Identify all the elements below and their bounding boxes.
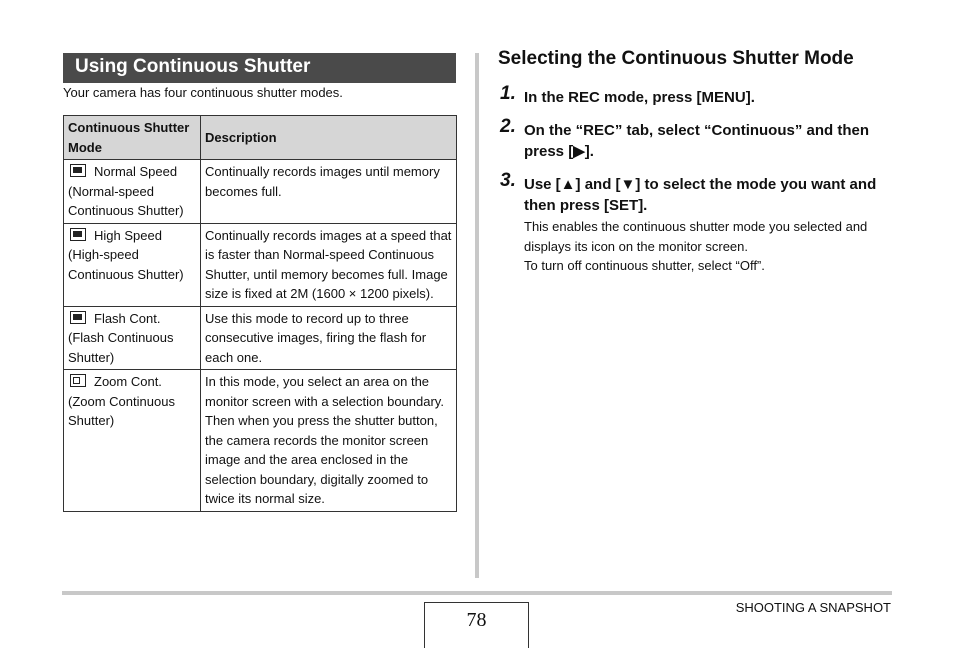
step-1: [500, 83, 894, 108]
high-speed-icon: [70, 228, 86, 241]
intro-text: Your camera has four continuous shutter modes.: [63, 85, 343, 100]
table-header-row: [64, 116, 457, 160]
mode-cell: [64, 370, 201, 512]
description-cell: Continually records images until memory becomes full.: [201, 160, 457, 224]
mode-cell: [64, 160, 201, 224]
modes-table: [63, 115, 457, 512]
mode-label: Flash Cont. (Flash Continuous Shutter): [68, 310, 174, 365]
mode-cell: [64, 306, 201, 370]
step-text: Use [▲] and [▼] to select the mode you want and then press [SET].: [524, 176, 877, 214]
step-text: In the REC mode, press [MENU].: [524, 89, 755, 106]
description-cell: Continually records images at a speed that is faster than Normal-speed Continuous Shutter, until memory becomes full. Image size is fixed at 2M (1600 × 1200 pixels).: [201, 223, 457, 306]
normal-speed-icon: [70, 164, 86, 177]
procedure-heading: Selecting the Continuous Shutter Mode: [498, 48, 854, 69]
step-number: 1.: [500, 83, 516, 104]
table-row: [64, 306, 457, 370]
table-row: [64, 160, 457, 224]
column-header-description: Description: [201, 116, 457, 160]
mode-label: High Speed (High-speed Continuous Shutter): [68, 227, 184, 282]
table-row: [64, 223, 457, 306]
step-3: [500, 170, 894, 216]
column-header-mode: Continuous Shutter Mode: [64, 116, 201, 160]
description-cell: Use this mode to record up to three consecutive images, firing the flash for each one.: [201, 306, 457, 370]
flash-cont-icon: [70, 311, 86, 324]
step-text: On the “REC” tab, select “Continuous” and then press [▶].: [524, 122, 870, 160]
step-2: [500, 116, 894, 162]
step-number: 2.: [500, 116, 516, 137]
mode-cell: [64, 223, 201, 306]
page-number: 78: [424, 602, 529, 648]
footer-divider: [62, 591, 892, 595]
column-divider: [475, 53, 479, 578]
zoom-cont-icon: [70, 374, 86, 387]
description-cell: In this mode, you select an area on the monitor screen with a selection boundary. Then when you press the shutter button, the camera records the monitor screen image and the area enclosed in the selection boundary, digitally zoomed to twice its normal size.: [201, 370, 457, 512]
section-title: Using Continuous Shutter: [63, 53, 456, 83]
mode-label: Zoom Cont. (Zoom Continuous Shutter): [68, 374, 175, 428]
footer-section-label: SHOOTING A SNAPSHOT: [735, 600, 891, 615]
step-note: To turn off continuous shutter, select “Off”.: [524, 258, 765, 273]
table-row: [64, 370, 457, 512]
step-number: 3.: [500, 170, 516, 191]
step-note: This enables the continuous shutter mode you selected and displays its icon on the monitor screen.: [524, 219, 868, 254]
mode-label: Normal Speed (Normal-speed Continuous Shutter): [68, 164, 184, 218]
